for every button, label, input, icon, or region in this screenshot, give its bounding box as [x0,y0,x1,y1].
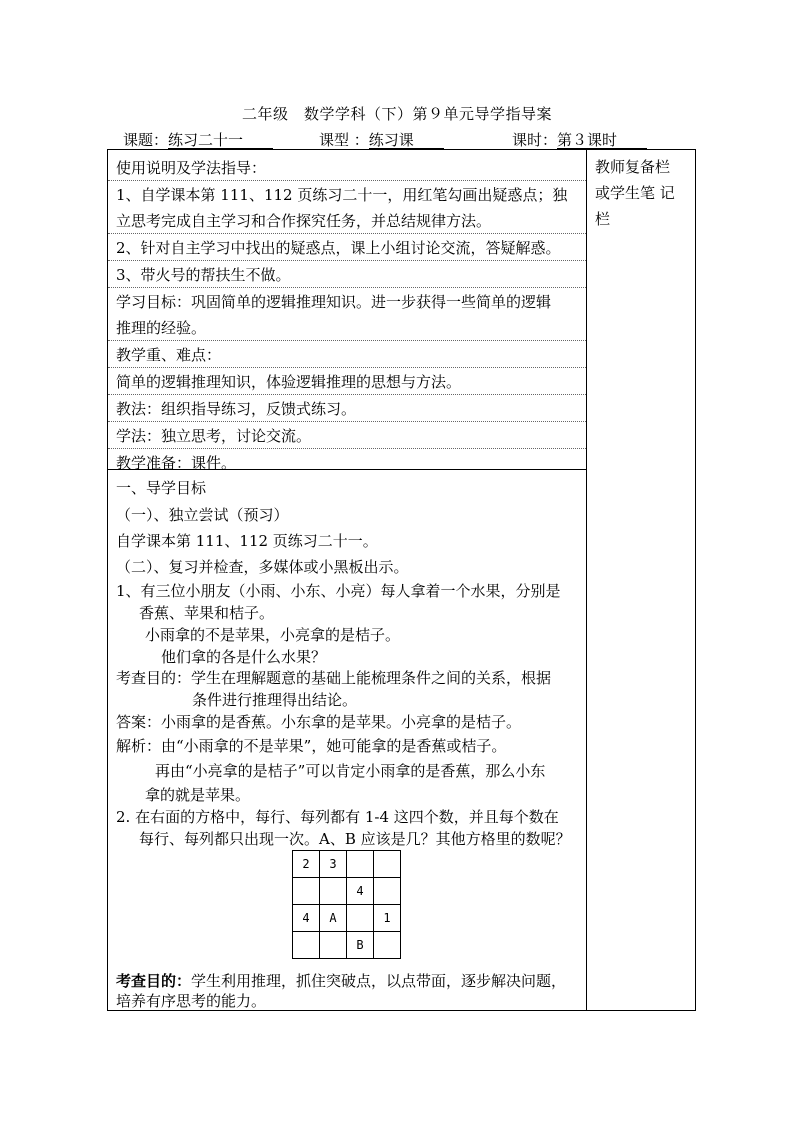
question-2-line-2: 每行、每列都只出现一次。A、B 应该是几？其他方格里的数呢？ [139,830,571,848]
analysis-line-3: 拿的就是苹果。 [145,786,251,804]
grid-cell [320,932,347,959]
topic-value: 练习二十一 [168,132,273,149]
side-note-line: 或学生笔 记 [595,184,675,202]
number-grid [292,850,401,959]
learning-method: 学法：独立思考，讨论交流。 [116,427,312,445]
grid-cell [347,851,374,878]
aim-2-line-1 [116,970,566,991]
side-note-line: 栏 [595,210,611,228]
question-1-line-1: 1、有三位小朋友（小雨、小东、小亮）每人拿着一个水果，分别是 [116,582,561,600]
question-2-line-1: 2. 在右面的方格中，每行、每列都有 1-4 这四个数，并且每个数在 [116,808,559,826]
row-divider [108,394,586,395]
grid-row [293,851,401,878]
sub1-text: 自学课本第 111、112 页练习二十一。 [116,532,378,550]
instruction-2: 2、针对自主学习中找出的疑惑点，课上小组讨论交流，答疑解惑。 [116,239,561,257]
topic-field [123,129,273,150]
key-points-heading: 教学重、难点： [116,346,222,364]
instruction-1b: 立思考完成自主学习和合作探究任务，并总结规律方法。 [116,212,492,230]
row-divider [108,340,586,341]
row-divider [108,180,586,181]
grid-cell: 4 [347,878,374,905]
type-field [319,129,444,150]
grid-row [293,932,401,959]
question-1-line-2: 香蕉、苹果和桔子。 [139,604,275,622]
row-divider [108,233,586,234]
learning-goal-a: 学习目标：巩固简单的逻辑推理知识。进一步获得一些简单的逻辑 [116,293,552,311]
period-field [512,129,647,150]
grid-cell [320,878,347,905]
grid-cell [293,932,320,959]
aim-1-line-1: 考查目的：学生在理解题意的基础上能梳理条件之间的关系，根据 [116,669,552,687]
answer-text: 答案：小雨拿的是香蕉。小东拿的是苹果。小亮拿的是桔子。 [116,713,522,731]
row-divider [108,287,586,288]
row-divider [108,448,586,449]
grid-cell: 1 [374,905,401,932]
grid-cell [293,878,320,905]
aim-1-line-2: 条件进行推理得出结论。 [192,691,358,709]
row-divider [108,367,586,368]
row-divider [108,260,586,261]
teaching-prep: 教学准备：课件。 [116,454,237,472]
analysis-line-2: 再由“小亮拿的是桔子”可以肯定小雨拿的是香蕉，那么小东 [155,762,546,780]
grid-cell: 2 [293,851,320,878]
period-value: 第３课时 [557,132,647,149]
learning-goal-b: 推理的经验。 [116,319,207,337]
grid-cell [347,905,374,932]
grid-cell: B [347,932,374,959]
grid-cell: 4 [293,905,320,932]
teaching-method: 教法：组织指导练习，反馈式练习。 [116,400,357,418]
key-points-text: 简单的逻辑推理知识，体验逻辑推理的思想与方法。 [116,373,462,391]
document-title: 二年级 数学学科（下）第９单元导学指导案 [241,105,552,123]
teacher-notes-column [595,154,687,232]
instructions-heading: 使用说明及学法指导： [116,159,267,177]
topic-label: 课题： [123,131,169,149]
analysis-line-1: 解析：由“小雨拿的不是苹果”，她可能拿的是香蕉或桔子。 [116,737,507,755]
sub-heading-2: （二）、复习并检查，多媒体或小黑板出示。 [116,558,409,576]
type-label: 课型 ： [319,131,369,149]
type-value: 练习课 [369,132,444,149]
question-1-line-3: 小雨拿的不是苹果，小亮拿的是桔子。 [145,626,401,644]
grid-cell [374,878,401,905]
grid-cell: A [320,905,347,932]
instruction-1a: 1、自学课本第 111、112 页练习二十一，用红笔勾画出疑惑点；独 [116,186,568,204]
question-1-line-4: 他们拿的各是什么水果？ [161,648,327,666]
aim-2-text: 学生利用推理，抓住突破点，以点带面，逐步解决问题， [191,972,567,990]
guide-heading: 一、导学目标 [116,479,207,497]
grid-row [293,905,401,932]
row-divider [108,421,586,422]
column-divider [586,149,587,1011]
aim-2-line-2: 培养有序思考的能力。 [116,992,267,1010]
period-label: 课时： [512,131,558,149]
grid-row [293,878,401,905]
side-note-line: 教师复备栏 [595,158,671,176]
sub-heading-1: （一）、独立尝试（预习） [116,506,289,524]
aim-2-label: 考查目的： [116,972,192,990]
grid-cell [374,851,401,878]
instruction-3: 3、带火号的帮扶生不做。 [116,266,291,284]
grid-cell: 3 [320,851,347,878]
grid-cell [374,932,401,959]
